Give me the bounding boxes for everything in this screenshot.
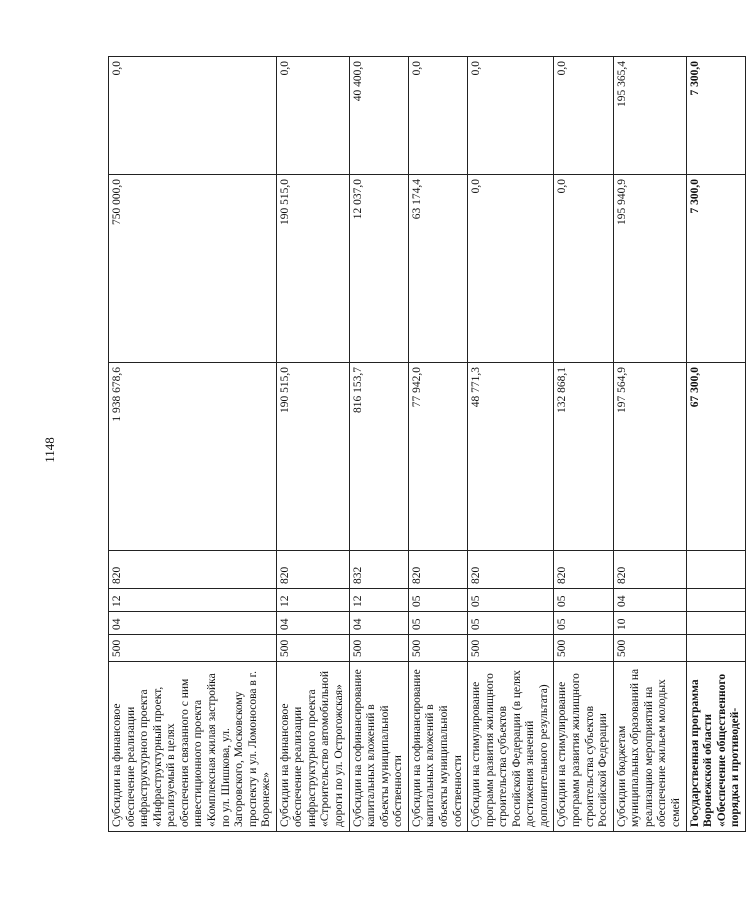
code-cell: 500 xyxy=(349,635,408,662)
code-cell xyxy=(686,612,745,635)
table-row xyxy=(468,57,554,832)
value-cell: 67 300,0 xyxy=(686,363,745,551)
code-cell: 500 xyxy=(408,635,467,662)
code-cell: 05 xyxy=(468,589,554,612)
code-cell: 05 xyxy=(468,612,554,635)
value-cell: 48 771,3 xyxy=(468,363,554,551)
code-cell: 820 xyxy=(468,551,554,589)
code-cell: 500 xyxy=(276,635,349,662)
table-row xyxy=(613,57,686,832)
code-cell: 500 xyxy=(613,635,686,662)
value-cell: 7 300,0 xyxy=(686,57,745,175)
code-cell: 820 xyxy=(109,551,277,589)
row-name-cell: Субсидии на стимулирование программ развития жилищного строительства субъектов Российской Федерации xyxy=(554,662,613,832)
value-cell: 0,0 xyxy=(109,57,277,175)
value-cell: 0,0 xyxy=(468,57,554,175)
row-name-cell: Субсидии бюджетам муниципальных образований на реализацию мероприятий на обеспечение жильем молодых семей xyxy=(613,662,686,832)
value-cell: 0,0 xyxy=(468,175,554,363)
value-cell: 0,0 xyxy=(276,57,349,175)
code-cell xyxy=(686,551,745,589)
code-cell: 04 xyxy=(613,589,686,612)
rotated-table-container xyxy=(108,57,742,832)
table-row xyxy=(554,57,613,832)
code-cell: 10 xyxy=(613,612,686,635)
code-cell: 820 xyxy=(554,551,613,589)
table-row xyxy=(109,57,277,832)
row-name-cell: Субсидии на софинансирование капитальных вложений в объекты муниципальной собственности xyxy=(408,662,467,832)
code-cell: 820 xyxy=(276,551,349,589)
code-cell: 04 xyxy=(349,612,408,635)
table-row-program-total xyxy=(686,57,745,832)
code-cell: 500 xyxy=(109,635,277,662)
value-cell: 12 037,0 xyxy=(349,175,408,363)
value-cell: 197 564,9 xyxy=(613,363,686,551)
row-name-cell: Субсидии на стимулирование программ развития жилищного строительства субъектов Российской Федерации (в целях достижения значений дополнительного результата) xyxy=(468,662,554,832)
value-cell: 63 174,4 xyxy=(408,175,467,363)
code-cell: 12 xyxy=(276,589,349,612)
value-cell: 132 868,1 xyxy=(554,363,613,551)
value-cell: 0,0 xyxy=(408,57,467,175)
value-cell: 77 942,0 xyxy=(408,363,467,551)
value-cell: 1 938 678,6 xyxy=(109,363,277,551)
value-cell: 0,0 xyxy=(554,175,613,363)
page-number: 1148 xyxy=(42,437,57,463)
code-cell: 12 xyxy=(109,589,277,612)
row-name-cell: Государственная программа Воронежской области «Обеспечение общественного порядка и противодей- xyxy=(686,662,745,832)
code-cell xyxy=(686,635,745,662)
value-cell: 195 365,4 xyxy=(613,57,686,175)
code-cell xyxy=(686,589,745,612)
value-cell: 750 000,0 xyxy=(109,175,277,363)
table-row xyxy=(276,57,349,832)
value-cell: 190 515,0 xyxy=(276,363,349,551)
table-row xyxy=(349,57,408,832)
value-cell: 195 940,9 xyxy=(613,175,686,363)
row-name-cell: Субсидии на финансовое обеспечение реализации инфраструктурного проекта «Инфраструктурный проект, реализуемый в целях обеспечения связанного с ним инвестиционного проекта «Комплексная жилая застройка по ул. Шишкова, ул. Загоровского, Московскому проспекту и ул. Ломоносова в г. Воронеже» xyxy=(109,662,277,832)
code-cell: 500 xyxy=(554,635,613,662)
code-cell: 500 xyxy=(468,635,554,662)
code-cell: 05 xyxy=(554,589,613,612)
code-cell: 05 xyxy=(408,612,467,635)
code-cell: 832 xyxy=(349,551,408,589)
budget-table xyxy=(108,56,746,832)
value-cell: 0,0 xyxy=(554,57,613,175)
value-cell: 7 300,0 xyxy=(686,175,745,363)
code-cell: 820 xyxy=(613,551,686,589)
code-cell: 05 xyxy=(554,612,613,635)
table-row xyxy=(408,57,467,832)
code-cell: 820 xyxy=(408,551,467,589)
row-name-cell: Субсидии на софинансирование капитальных вложений в объекты муниципальной собственности xyxy=(349,662,408,832)
code-cell: 04 xyxy=(109,612,277,635)
code-cell: 05 xyxy=(408,589,467,612)
value-cell: 816 153,7 xyxy=(349,363,408,551)
code-cell: 04 xyxy=(276,612,349,635)
code-cell: 12 xyxy=(349,589,408,612)
value-cell: 40 400,0 xyxy=(349,57,408,175)
row-name-cell: Субсидии на финансовое обеспечение реализации инфраструктурного проекта «Строительство автомобильной дороги по ул. Острогожская» xyxy=(276,662,349,832)
value-cell: 190 515,0 xyxy=(276,175,349,363)
